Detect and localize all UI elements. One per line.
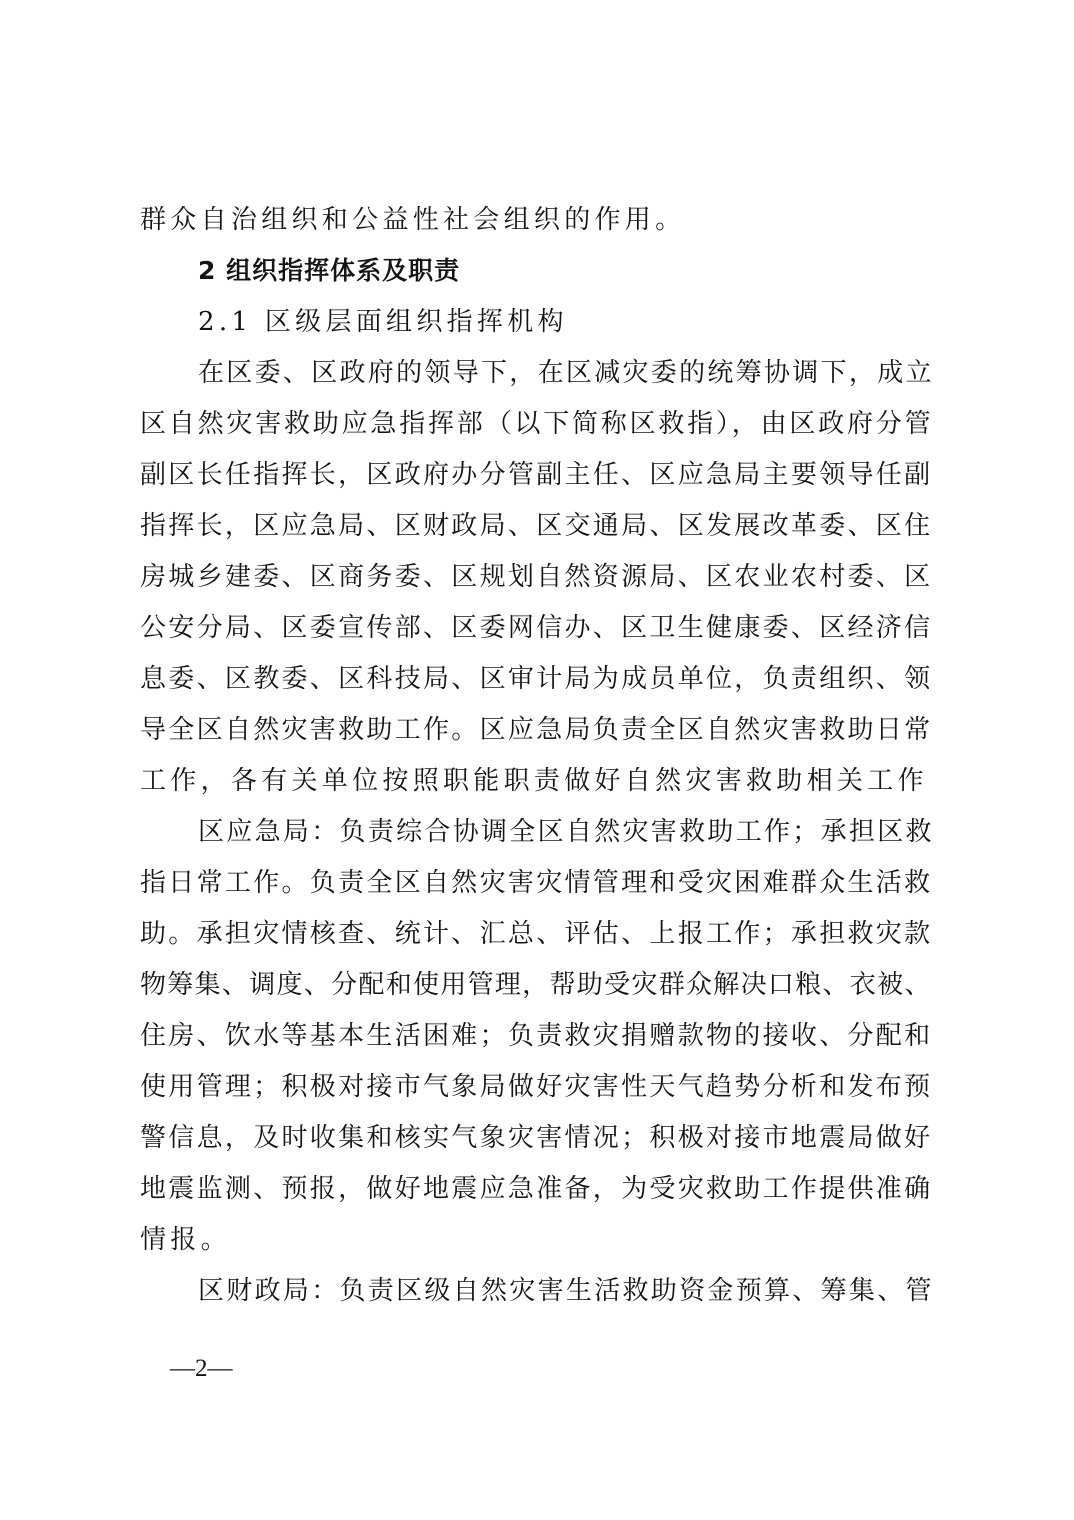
paragraph-2-line: 指日常工作。负责全区自然灾害灾情管理和受灾困难群众生活救: [140, 868, 933, 898]
paragraph-1-line: 指挥长，区应急局、区财政局、区交通局、区发展改革委、区住: [140, 511, 933, 541]
section-heading: 2 组织指挥体系及职责: [198, 256, 461, 285]
paragraph-2-line: 助。承担灾情核查、统计、汇总、评估、上报工作；承担救灾款: [140, 919, 933, 949]
paragraph-1-line: 副区长任指挥长，区政府办分管副主任、区应急局主要领导任副: [140, 460, 933, 490]
paragraph-2-line: 警信息，及时收集和核实气象灾害情况；积极对接市地震局做好: [140, 1123, 933, 1153]
paragraph-2-line: 物筹集、调度、分配和使用管理，帮助受灾群众解决口粮、衣被、: [140, 970, 932, 1000]
paragraph-2-line: 使用管理；积极对接市气象局做好灾害性天气趋势分析和发布预: [140, 1072, 933, 1102]
paragraph-1-line: 导全区自然灾害救助工作。区应急局负责全区自然灾害救助日常: [140, 715, 933, 745]
paragraph-3-line: 区财政局：负责区级自然灾害生活救助资金预算、筹集、管: [198, 1276, 934, 1306]
paragraph-1-line: 在区委、区政府的领导下，在区减灾委的统筹协调下，成立: [198, 358, 934, 388]
paragraph-2-line: 区应急局：负责综合协调全区自然灾害救助工作；承担区救: [198, 817, 934, 847]
subsection-heading: 2.1 区级层面组织指挥机构: [198, 307, 568, 337]
paragraph-1-line: 房城乡建委、区商务委、区规划自然资源局、区农业农村委、区: [140, 562, 933, 592]
paragraph-1-line: 区自然灾害救助应急指挥部（以下简称区救指），由区政府分管: [140, 409, 934, 439]
paragraph-2-line: 情报。: [140, 1225, 231, 1255]
page-number: —2—: [170, 1355, 233, 1382]
paragraph-1-line: 息委、区教委、区科技局、区审计局为成员单位，负责组织、领: [140, 664, 933, 694]
paragraph-2-line: 住房、饮水等基本生活困难；负责救灾捐赠款物的接收、分配和: [140, 1021, 933, 1051]
paragraph-2-line: 地震监测、预报，做好地震应急准备，为受灾救助工作提供准确: [140, 1174, 933, 1204]
paragraph-1-line: 公安分局、区委宣传部、区委网信办、区卫生健康委、区经济信: [140, 613, 933, 643]
opening-line: 群众自治组织和公益性社会组织的作用。: [140, 205, 686, 235]
paragraph-1-line: 工作，各有关单位按照职能职责做好自然灾害救助相关工作: [140, 766, 928, 796]
